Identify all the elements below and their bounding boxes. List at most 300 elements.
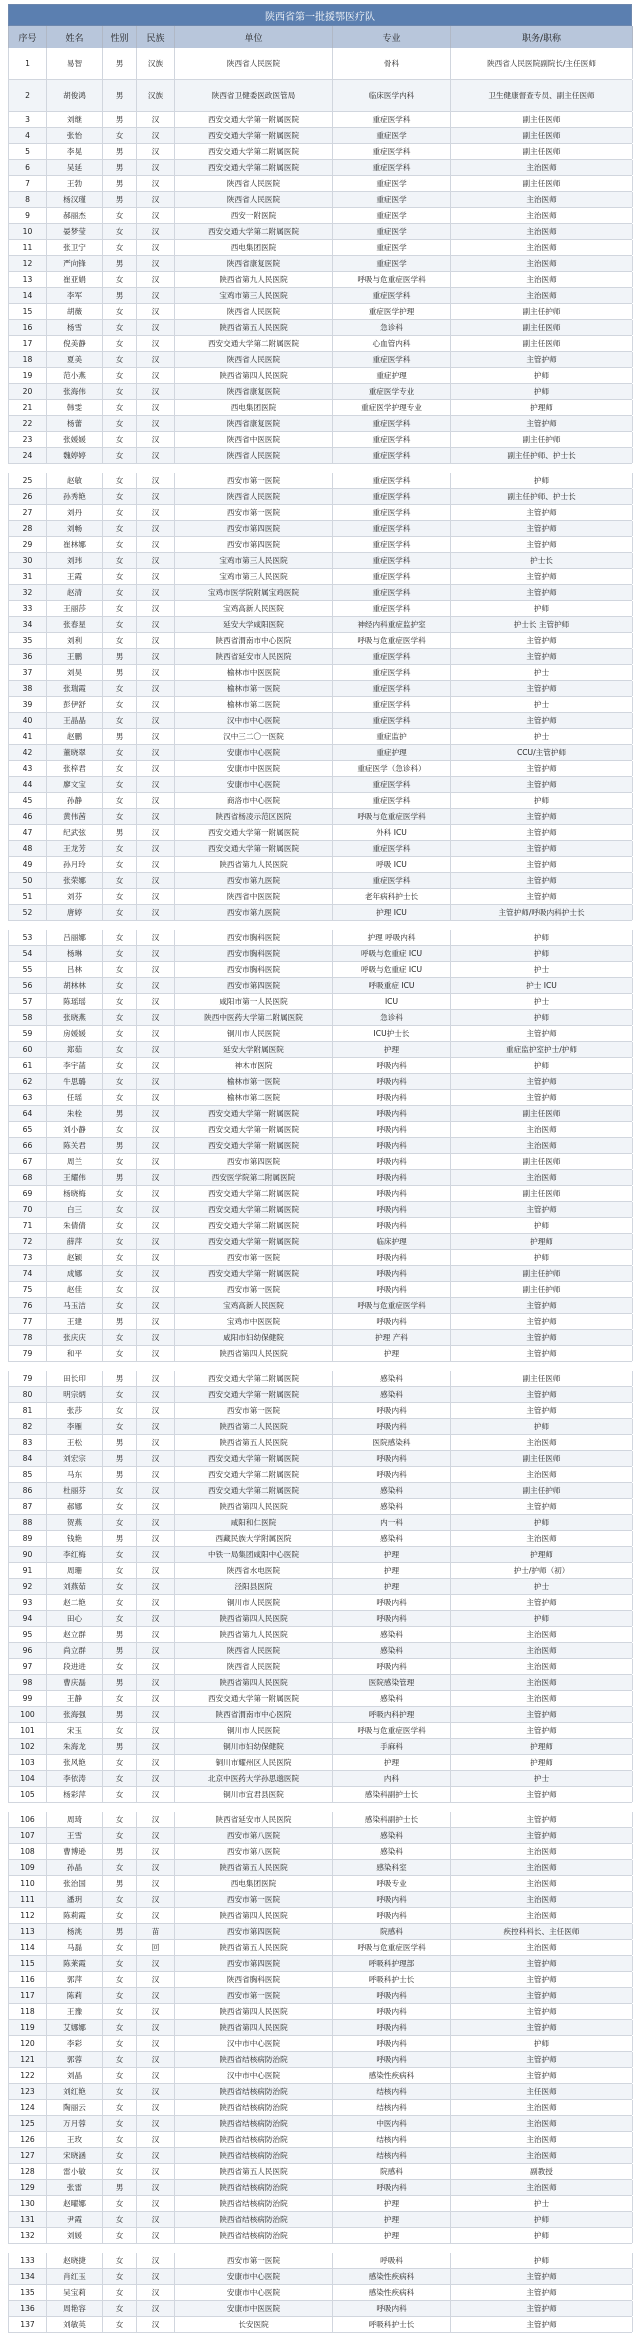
cell-ethnicity: 汉	[137, 962, 175, 977]
cell-ethnicity: 汉	[137, 930, 175, 945]
cell-ethnicity: 汉	[137, 1563, 175, 1578]
cell-unit: 铜川市人民医院	[175, 1026, 333, 1041]
cell-unit: 陕西省中医医院	[175, 432, 333, 447]
cell-title: 护士	[451, 665, 633, 680]
cell-name: 任瑶	[47, 1090, 103, 1105]
cell-specialty: 护理	[333, 1563, 451, 1578]
cell-title: 主管护师	[451, 2068, 633, 2083]
cell-specialty: 感染科室	[333, 1860, 451, 1875]
cell-specialty: 重症医学科	[333, 873, 451, 888]
cell-ethnicity: 汉	[137, 1330, 175, 1345]
cell-unit: 延安大学附属医院	[175, 1042, 333, 1057]
cell-specialty: ICU护士长	[333, 1026, 451, 1041]
cell-name: 周珊	[47, 1563, 103, 1578]
cell-title: 护士	[451, 2196, 633, 2211]
cell-index: 65	[9, 1122, 47, 1137]
table-row	[8, 729, 632, 745]
cell-gender: 女	[103, 905, 137, 920]
cell-gender: 女	[103, 1771, 137, 1786]
cell-unit: 榆林市第二医院	[175, 697, 333, 712]
cell-ethnicity: 汉	[137, 1138, 175, 1153]
cell-specialty: 重症医学科	[333, 553, 451, 568]
cell-name: 艾娜娜	[47, 2020, 103, 2035]
cell-name: 尚立群	[47, 1643, 103, 1658]
cell-unit: 西电集团医院	[175, 400, 333, 415]
cell-index: 106	[9, 1812, 47, 1827]
cell-gender: 男	[103, 1924, 137, 1939]
cell-specialty: 呼吸内科	[333, 1892, 451, 1907]
cell-ethnicity: 汉	[137, 224, 175, 239]
cell-gender: 女	[103, 2269, 137, 2284]
cell-title: 主任医师	[451, 2084, 633, 2099]
cell-name: 和平	[47, 1346, 103, 1361]
cell-gender: 女	[103, 240, 137, 255]
cell-specialty: 感染科副护士长	[333, 1787, 451, 1802]
cell-unit: 陕西省结核病防治院	[175, 2212, 333, 2227]
cell-title: 主治医师	[451, 192, 633, 207]
cell-unit: 西安市胸科医院	[175, 946, 333, 961]
cell-name: 王丽莎	[47, 601, 103, 616]
cell-gender: 女	[103, 2068, 137, 2083]
cell-name: 赵立群	[47, 1627, 103, 1642]
cell-ethnicity: 汉	[137, 1579, 175, 1594]
cell-gender: 女	[103, 809, 137, 824]
cell-index: 130	[9, 2196, 47, 2211]
table-row	[8, 1707, 632, 1723]
cell-gender: 女	[103, 1419, 137, 1434]
cell-gender: 女	[103, 681, 137, 696]
cell-name: 马东	[47, 1467, 103, 1482]
table-row	[8, 1844, 632, 1860]
cell-unit: 陕西省第五人民医院	[175, 1860, 333, 1875]
cell-name: 杨汉瑾	[47, 192, 103, 207]
cell-name: 郝娜	[47, 1499, 103, 1514]
cell-ethnicity: 汉	[137, 841, 175, 856]
cell-name: 赵佳	[47, 1282, 103, 1297]
table-row	[8, 256, 632, 272]
cell-name: 夏美	[47, 352, 103, 367]
cell-gender: 女	[103, 745, 137, 760]
cell-specialty: 重症医学	[333, 256, 451, 271]
cell-unit: 西安市第一医院	[175, 473, 333, 488]
cell-index: 41	[9, 729, 47, 744]
cell-gender: 女	[103, 537, 137, 552]
cell-unit: 咸阳市第一人民医院	[175, 994, 333, 1009]
cell-specialty: 呼吸与危重症医学科	[333, 809, 451, 824]
cell-gender: 女	[103, 1346, 137, 1361]
cell-specialty: 重症监护	[333, 729, 451, 744]
cell-name: 张海强	[47, 1707, 103, 1722]
cell-index: 31	[9, 569, 47, 584]
cell-name: 宋晓涵	[47, 2148, 103, 2163]
table-row	[8, 1122, 632, 1138]
cell-gender: 男	[103, 2180, 137, 2195]
cell-unit: 陕西省渭南市中心医院	[175, 1707, 333, 1722]
table-row	[8, 889, 632, 905]
table-row	[8, 633, 632, 649]
cell-specialty: 重症医学科	[333, 649, 451, 664]
cell-gender: 女	[103, 1058, 137, 1073]
cell-ethnicity: 汉	[137, 2052, 175, 2067]
cell-unit: 陕西省中医医院	[175, 889, 333, 904]
cell-gender: 女	[103, 569, 137, 584]
cell-index: 87	[9, 1499, 47, 1514]
cell-name: 张治国	[47, 1876, 103, 1891]
cell-name: 陈瑶瑶	[47, 994, 103, 1009]
cell-specialty: 感染科	[333, 1844, 451, 1859]
cell-specialty: 呼吸内科	[333, 1403, 451, 1418]
cell-specialty: 结核内科	[333, 2100, 451, 2115]
cell-gender: 女	[103, 713, 137, 728]
cell-gender: 女	[103, 384, 137, 399]
table-block	[8, 930, 632, 1362]
cell-index: 85	[9, 1467, 47, 1482]
cell-name: 吴宝莉	[47, 2285, 103, 2300]
cell-gender: 女	[103, 633, 137, 648]
cell-gender: 男	[103, 1643, 137, 1658]
cell-index: 27	[9, 505, 47, 520]
cell-ethnicity: 汉	[137, 1876, 175, 1891]
cell-ethnicity: 汉	[137, 1972, 175, 1987]
cell-name: 赵曜娜	[47, 2196, 103, 2211]
cell-gender: 女	[103, 432, 137, 447]
cell-name: 朱栓	[47, 1106, 103, 1121]
table-row	[8, 1643, 632, 1659]
cell-ethnicity: 汉	[137, 1828, 175, 1843]
table-block	[8, 473, 632, 921]
cell-ethnicity: 汉	[137, 873, 175, 888]
cell-gender: 女	[103, 978, 137, 993]
cell-gender: 男	[103, 1106, 137, 1121]
cell-name: 王雪	[47, 1828, 103, 1843]
cell-gender: 女	[103, 601, 137, 616]
cell-specialty: 神经内科重症监护室	[333, 617, 451, 632]
cell-gender: 女	[103, 793, 137, 808]
cell-gender: 女	[103, 1154, 137, 1169]
table-row	[8, 1860, 632, 1876]
cell-specialty: 重症医学	[333, 176, 451, 191]
cell-unit: 陕西省第四人民医院	[175, 2020, 333, 2035]
cell-index: 35	[9, 633, 47, 648]
cell-specialty: 呼吸内科	[333, 1282, 451, 1297]
cell-specialty: 重症医学专业	[333, 384, 451, 399]
cell-title: 主治医师	[451, 1691, 633, 1706]
cell-name: 周艳容	[47, 2301, 103, 2316]
cell-index: 79	[9, 1346, 47, 1361]
cell-unit: 西安市第四医院	[175, 1956, 333, 1971]
cell-specialty: 呼吸 ICU	[333, 857, 451, 872]
cell-unit: 陕西省结核病防治院	[175, 2132, 333, 2147]
cell-ethnicity: 汉	[137, 2301, 175, 2316]
cell-unit: 陕西省第四人民医院	[175, 1675, 333, 1690]
cell-specialty: 呼吸内科	[333, 1186, 451, 1201]
cell-unit: 西安交通大学第一附属医院	[175, 1387, 333, 1402]
table-row	[8, 521, 632, 537]
cell-index: 54	[9, 946, 47, 961]
cell-title: 副主任医师	[451, 336, 633, 351]
cell-gender: 女	[103, 416, 137, 431]
cell-unit: 陕西省胸科医院	[175, 1972, 333, 1987]
cell-index: 76	[9, 1298, 47, 1313]
cell-unit: 陕西省人民医院	[175, 448, 333, 463]
cell-unit: 陕西省人民医院	[175, 304, 333, 319]
cell-index: 92	[9, 1579, 47, 1594]
cell-name: 杨蕾	[47, 416, 103, 431]
cell-ethnicity: 汉	[137, 2116, 175, 2131]
cell-unit: 北京中医药大学孙思邈医院	[175, 1771, 333, 1786]
cell-name: 王龙芳	[47, 841, 103, 856]
table-row	[8, 2052, 632, 2068]
cell-unit: 汉中市中心医院	[175, 2068, 333, 2083]
cell-gender: 女	[103, 1042, 137, 1057]
cell-specialty: 重症医学	[333, 240, 451, 255]
table-row	[8, 1892, 632, 1908]
cell-title: 主治医师	[451, 240, 633, 255]
table-block	[8, 2253, 632, 2333]
cell-specialty: 重症医学科	[333, 777, 451, 792]
cell-index: 81	[9, 1403, 47, 1418]
cell-index: 25	[9, 473, 47, 488]
cell-ethnicity: 汉	[137, 521, 175, 536]
cell-unit: 西安市第九医院	[175, 873, 333, 888]
cell-ethnicity: 汉	[137, 1090, 175, 1105]
cell-ethnicity: 汉	[137, 585, 175, 600]
cell-title: 主治医师	[451, 1531, 633, 1546]
cell-gender: 女	[103, 1026, 137, 1041]
table-row	[8, 1547, 632, 1563]
cell-ethnicity: 汉	[137, 1595, 175, 1610]
table-row	[8, 1074, 632, 1090]
cell-specialty: ICU	[333, 994, 451, 1009]
cell-ethnicity: 汉	[137, 697, 175, 712]
cell-unit: 西安市第一医院	[175, 1282, 333, 1297]
cell-title: 副主任医师	[451, 1154, 633, 1169]
cell-title: CCU/主管护师	[451, 745, 633, 760]
cell-ethnicity: 汉	[137, 1499, 175, 1514]
cell-title: 副主任医师	[451, 112, 633, 127]
cell-gender: 女	[103, 2317, 137, 2332]
cell-specialty: 呼吸内科	[333, 1659, 451, 1674]
cell-title: 主治医师	[451, 2148, 633, 2163]
cell-unit: 宝鸡市医学院附属宝鸡医院	[175, 585, 333, 600]
table-row	[8, 1330, 632, 1346]
cell-name: 雷小敏	[47, 2164, 103, 2179]
cell-specialty: 重症医学科	[333, 697, 451, 712]
cell-specialty: 呼吸科	[333, 2253, 451, 2268]
cell-ethnicity: 汉	[137, 2269, 175, 2284]
cell-unit: 中铁一局集团咸阳中心医院	[175, 1547, 333, 1562]
table-row	[8, 1106, 632, 1122]
cell-name: 刘畅	[47, 521, 103, 536]
table-row	[8, 160, 632, 176]
cell-name: 成娜	[47, 1266, 103, 1281]
cell-unit: 西安交通大学第一附属医院	[175, 1106, 333, 1121]
cell-gender: 女	[103, 1387, 137, 1402]
cell-name: 张怡	[47, 128, 103, 143]
cell-unit: 西安市第一医院	[175, 2253, 333, 2268]
cell-unit: 宝鸡市第三人民医院	[175, 288, 333, 303]
table-row	[8, 761, 632, 777]
table-row	[8, 1042, 632, 1058]
cell-gender: 女	[103, 1812, 137, 1827]
cell-gender: 男	[103, 1314, 137, 1329]
cell-unit: 安康市中心医院	[175, 777, 333, 792]
cell-title: 主管护师	[451, 2004, 633, 2019]
cell-gender: 女	[103, 617, 137, 632]
cell-specialty: 重症医学	[333, 192, 451, 207]
table-row	[8, 1483, 632, 1499]
cell-name: 杨彩萍	[47, 1787, 103, 1802]
cell-gender: 女	[103, 1282, 137, 1297]
cell-gender: 女	[103, 448, 137, 463]
table-block	[8, 1812, 632, 2244]
cell-index: 122	[9, 2068, 47, 2083]
cell-specialty: 重症医学科	[333, 793, 451, 808]
table-row	[8, 176, 632, 192]
cell-name: 张庆庆	[47, 1330, 103, 1345]
cell-index: 100	[9, 1707, 47, 1722]
table-row	[8, 128, 632, 144]
cell-name: 王霞	[47, 569, 103, 584]
cell-unit: 延安大学咸阳医院	[175, 617, 333, 632]
cell-index: 53	[9, 930, 47, 945]
cell-specialty: 呼吸内科	[333, 1419, 451, 1434]
cell-gender: 女	[103, 2253, 137, 2268]
cell-gender: 女	[103, 1988, 137, 2003]
cell-gender: 男	[103, 1739, 137, 1754]
block-separator	[8, 1362, 632, 1371]
cell-index: 78	[9, 1330, 47, 1345]
cell-name: 晏梦莹	[47, 224, 103, 239]
cell-gender: 女	[103, 336, 137, 351]
cell-unit: 西安市第四医院	[175, 537, 333, 552]
table-row	[8, 857, 632, 873]
cell-name: 韩雯	[47, 400, 103, 415]
cell-title: 主管护师	[451, 1787, 633, 1802]
cell-ethnicity: 汉	[137, 761, 175, 776]
cell-gender: 女	[103, 1755, 137, 1770]
cell-unit: 安康市中心医院	[175, 745, 333, 760]
cell-title: 护士长	[451, 553, 633, 568]
cell-specialty: 呼吸内科	[333, 2020, 451, 2035]
cell-gender: 女	[103, 841, 137, 856]
cell-gender: 女	[103, 1860, 137, 1875]
table-row	[8, 1058, 632, 1074]
cell-title: 副主任医师	[451, 1451, 633, 1466]
table-row	[8, 192, 632, 208]
cell-specialty: 呼吸内科	[333, 1170, 451, 1185]
table-row	[8, 1531, 632, 1547]
cell-unit: 陕西省第二人民医院	[175, 1419, 333, 1434]
cell-unit: 汉中市中心医院	[175, 713, 333, 728]
table-row	[8, 1138, 632, 1154]
cell-title: 副主任医师	[451, 176, 633, 191]
table-row	[8, 1298, 632, 1314]
cell-ethnicity: 汉	[137, 681, 175, 696]
cell-ethnicity: 汉	[137, 208, 175, 223]
cell-gender: 女	[103, 1186, 137, 1201]
table-row	[8, 2212, 632, 2228]
cell-title: 主治医师	[451, 1627, 633, 1642]
cell-name: 朱倩倩	[47, 1218, 103, 1233]
cell-ethnicity: 汉	[137, 1058, 175, 1073]
cell-specialty: 感染性疾病科	[333, 2068, 451, 2083]
cell-unit: 西安市第九医院	[175, 905, 333, 920]
cell-title: 主治医师	[451, 1892, 633, 1907]
cell-ethnicity: 汉	[137, 1042, 175, 1057]
cell-title: 主管护师	[451, 1595, 633, 1610]
cell-name: 张风艳	[47, 1755, 103, 1770]
cell-title: 护士	[451, 1579, 633, 1594]
cell-specialty: 呼吸内科	[333, 1250, 451, 1265]
cell-gender: 男	[103, 144, 137, 159]
table-row	[8, 2036, 632, 2052]
cell-name: 杨雪	[47, 320, 103, 335]
cell-index: 19	[9, 368, 47, 383]
cell-title: 护师	[451, 1058, 633, 1073]
column-header: 专业	[333, 26, 451, 48]
cell-ethnicity: 汉	[137, 1956, 175, 1971]
cell-name: 彭伊舒	[47, 697, 103, 712]
cell-ethnicity: 汉	[137, 2132, 175, 2147]
cell-specialty: 呼吸与危重症医学科	[333, 1298, 451, 1313]
cell-ethnicity: 汉	[137, 809, 175, 824]
cell-gender: 女	[103, 272, 137, 287]
cell-unit: 西安交通大学第一附属医院	[175, 128, 333, 143]
table-body	[8, 48, 632, 2333]
table-row	[8, 473, 632, 489]
cell-title: 主管护师	[451, 569, 633, 584]
cell-gender: 男	[103, 1451, 137, 1466]
cell-unit: 长安医院	[175, 2317, 333, 2332]
cell-ethnicity: 汉	[137, 978, 175, 993]
cell-specialty: 感染科	[333, 1627, 451, 1642]
cell-unit: 西安交通大学第二附属医院	[175, 1467, 333, 1482]
cell-ethnicity: 汉	[137, 713, 175, 728]
cell-index: 129	[9, 2180, 47, 2195]
table-title: 陕西省第一批援鄂医疗队	[8, 4, 632, 26]
cell-ethnicity: 汉	[137, 2068, 175, 2083]
cell-unit: 陕西省第五人民医院	[175, 1940, 333, 1955]
cell-ethnicity: 汉	[137, 1659, 175, 1674]
cell-ethnicity: 汉	[137, 304, 175, 319]
cell-ethnicity: 汉	[137, 1435, 175, 1450]
cell-name: 王玫	[47, 2132, 103, 2147]
cell-title: 主治医师	[451, 1467, 633, 1482]
cell-ethnicity: 汉	[137, 617, 175, 632]
table-row	[8, 2132, 632, 2148]
cell-specialty: 重症医学科	[333, 569, 451, 584]
cell-index: 127	[9, 2148, 47, 2163]
cell-unit: 西安交通大学第二附属医院	[175, 1186, 333, 1201]
cell-index: 132	[9, 2228, 47, 2243]
cell-unit: 西安市第一医院	[175, 505, 333, 520]
cell-specialty: 呼吸内科	[333, 1106, 451, 1121]
cell-specialty: 呼吸内科护理	[333, 1707, 451, 1722]
cell-index: 80	[9, 1387, 47, 1402]
cell-unit: 陕西中医药大学第二附属医院	[175, 1010, 333, 1025]
cell-name: 李依涛	[47, 1771, 103, 1786]
cell-title: 主管护师	[451, 1026, 633, 1041]
cell-ethnicity: 汉	[137, 473, 175, 488]
cell-gender: 男	[103, 1467, 137, 1482]
table-row	[8, 2116, 632, 2132]
cell-ethnicity: 汉	[137, 1010, 175, 1025]
table-row	[8, 1595, 632, 1611]
table-row	[8, 745, 632, 761]
cell-ethnicity: 汉	[137, 1314, 175, 1329]
cell-title: 护理师	[451, 1755, 633, 1770]
